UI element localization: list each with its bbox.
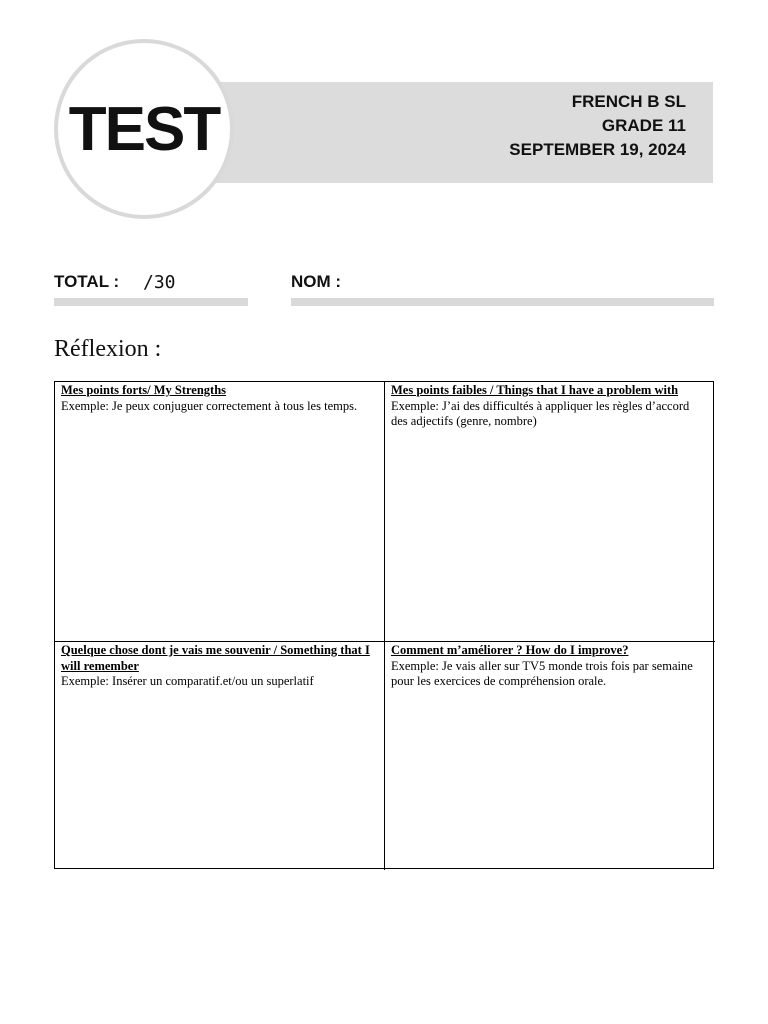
cell-improve <box>385 642 715 870</box>
cell-body: Exemple: J’ai des difficultés à appliquer les règles d’accord des adjectifs (genre, nombre) <box>391 398 690 428</box>
header-info <box>509 90 686 162</box>
cell-body: Exemple: Je vais aller sur TV5 monde trois fois par semaine pour les exercices de compréhension orale. <box>391 658 693 688</box>
nom-field-line <box>291 298 714 306</box>
test-date: SEPTEMBER 19, 2024 <box>509 140 686 159</box>
reflection-table <box>54 381 714 869</box>
cell-weaknesses <box>385 382 715 642</box>
total-label: TOTAL : <box>54 272 120 291</box>
cell-title: Quelque chose dont je vais me souvenir / Something that I will remember <box>61 643 370 673</box>
cell-remember <box>55 642 385 870</box>
cell-title: Mes points forts/ My Strengths <box>61 383 227 397</box>
grade-level: GRADE 11 <box>601 116 686 135</box>
course-name: FRENCH B SL <box>571 92 686 111</box>
cell-strengths <box>55 382 385 642</box>
cell-title: Mes points faibles / Things that I have a problem with <box>391 383 679 397</box>
cell-body: Exemple: Je peux conjuguer correctement à tous les temps. <box>61 398 358 413</box>
total-field-line <box>54 298 248 306</box>
total-score: /30 <box>143 272 176 293</box>
test-badge: TEST <box>68 95 220 164</box>
cell-body: Exemple: Insérer un comparatif.et/ou un superlatif <box>61 674 314 688</box>
cell-title: Comment m’améliorer ? How do I improve? <box>391 643 629 657</box>
reflexion-heading: Réflexion : <box>54 336 162 362</box>
nom-label: NOM : <box>291 272 342 291</box>
